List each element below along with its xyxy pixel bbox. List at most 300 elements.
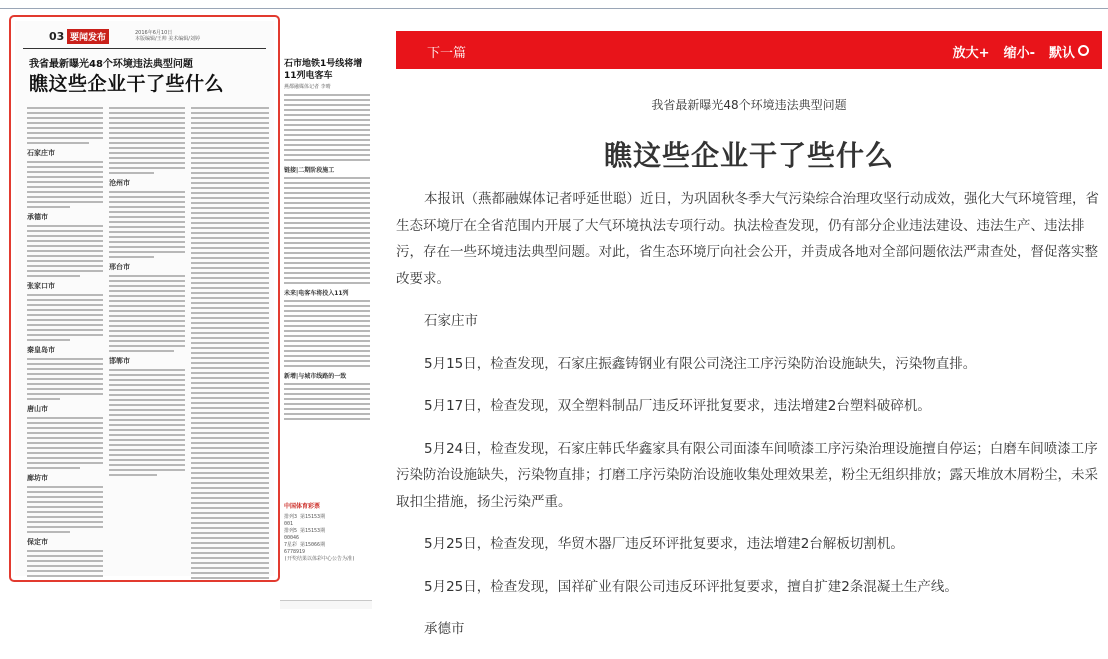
text-line bbox=[27, 196, 103, 198]
reset-circle-icon bbox=[1078, 45, 1089, 56]
text-line bbox=[284, 310, 370, 312]
text-line bbox=[191, 542, 269, 544]
text-line bbox=[284, 149, 370, 151]
text-line bbox=[109, 469, 185, 471]
text-line bbox=[109, 399, 185, 401]
text-line bbox=[284, 355, 370, 357]
text-line bbox=[27, 531, 70, 533]
text-line bbox=[191, 307, 269, 309]
text-line bbox=[284, 383, 370, 385]
next-page-subheading: 新增|与城市线路的一致 bbox=[284, 373, 347, 380]
text-line bbox=[27, 339, 70, 341]
text-line bbox=[109, 142, 185, 144]
text-line bbox=[284, 257, 370, 259]
city-heading: 石家庄市 bbox=[27, 149, 55, 157]
city-heading: 唐山市 bbox=[27, 405, 48, 413]
text-line bbox=[191, 472, 269, 474]
text-line bbox=[109, 414, 185, 416]
text-line bbox=[191, 462, 269, 464]
text-line bbox=[284, 159, 370, 161]
text-line bbox=[27, 181, 103, 183]
text-line bbox=[191, 327, 269, 329]
city-heading: 承德市 bbox=[27, 213, 48, 221]
text-line bbox=[191, 422, 269, 424]
text-line bbox=[191, 502, 269, 504]
text-line bbox=[109, 211, 185, 213]
text-line bbox=[191, 157, 269, 159]
text-line bbox=[191, 357, 269, 359]
next-article-link[interactable]: 下一篇 bbox=[427, 46, 467, 61]
text-line bbox=[191, 122, 269, 124]
text-line bbox=[27, 452, 103, 454]
text-line bbox=[284, 393, 370, 395]
text-line bbox=[109, 330, 185, 332]
enlarge-font-button[interactable]: 放大+ bbox=[952, 46, 990, 61]
text-line bbox=[284, 350, 370, 352]
text-line bbox=[27, 225, 103, 227]
lottery-results bbox=[284, 514, 362, 563]
text-line bbox=[109, 474, 157, 476]
text-line bbox=[109, 404, 185, 406]
text-line bbox=[191, 267, 269, 269]
text-line bbox=[27, 437, 103, 439]
text-line bbox=[191, 212, 269, 214]
lottery-result-line: 6778919 bbox=[284, 549, 306, 555]
text-line bbox=[191, 467, 269, 469]
text-line bbox=[109, 369, 185, 371]
text-line bbox=[191, 127, 269, 129]
text-line bbox=[27, 363, 103, 365]
text-line bbox=[27, 309, 103, 311]
text-line bbox=[109, 206, 185, 208]
text-line bbox=[284, 267, 370, 269]
text-line bbox=[284, 207, 370, 209]
text-line bbox=[284, 335, 370, 337]
text-line bbox=[191, 217, 269, 219]
text-line bbox=[27, 334, 103, 336]
text-line bbox=[109, 424, 185, 426]
text-line bbox=[27, 432, 103, 434]
text-line bbox=[27, 373, 103, 375]
text-line bbox=[109, 256, 154, 258]
text-line bbox=[191, 442, 269, 444]
next-page-subheading: 链接|二期阶段施工 bbox=[284, 167, 335, 174]
newspaper-page bbox=[15, 21, 274, 576]
text-line bbox=[191, 492, 269, 494]
text-line bbox=[284, 360, 370, 362]
text-line bbox=[191, 342, 269, 344]
text-line bbox=[27, 378, 103, 380]
section-label: 要闻发布 bbox=[67, 29, 109, 44]
article-title: 瞧这些企业干了些什么 bbox=[603, 139, 894, 172]
text-line bbox=[191, 137, 269, 139]
text-line bbox=[191, 302, 269, 304]
text-line bbox=[284, 418, 370, 420]
text-line bbox=[284, 154, 370, 156]
text-line bbox=[191, 142, 269, 144]
text-line bbox=[27, 245, 103, 247]
text-line bbox=[191, 487, 269, 489]
text-line bbox=[27, 491, 103, 493]
text-line bbox=[27, 265, 103, 267]
text-line bbox=[27, 171, 103, 173]
text-line bbox=[27, 230, 103, 232]
text-line bbox=[27, 442, 103, 444]
text-line bbox=[191, 387, 269, 389]
text-line bbox=[109, 340, 185, 342]
article bbox=[396, 90, 1102, 637]
text-line bbox=[109, 216, 185, 218]
text-line bbox=[191, 412, 269, 414]
text-line bbox=[284, 119, 370, 121]
text-line bbox=[109, 429, 185, 431]
text-line bbox=[284, 325, 370, 327]
text-line bbox=[109, 389, 185, 391]
text-line bbox=[284, 300, 370, 302]
text-line bbox=[284, 398, 370, 400]
text-line bbox=[191, 242, 269, 244]
text-line bbox=[109, 300, 185, 302]
text-line bbox=[109, 345, 185, 347]
text-line bbox=[109, 196, 185, 198]
text-line bbox=[191, 417, 269, 419]
text-line bbox=[109, 191, 185, 193]
text-line bbox=[191, 382, 269, 384]
text-line bbox=[109, 464, 185, 466]
text-line bbox=[191, 392, 269, 394]
text-line bbox=[109, 384, 185, 386]
newspaper-header bbox=[15, 21, 274, 47]
newspaper-column-2 bbox=[109, 107, 185, 570]
text-line bbox=[109, 439, 185, 441]
text-line bbox=[27, 575, 103, 577]
text-line bbox=[284, 403, 370, 405]
text-line bbox=[27, 137, 103, 139]
text-line bbox=[191, 192, 269, 194]
text-line bbox=[109, 236, 185, 238]
text-line bbox=[27, 314, 103, 316]
text-line bbox=[109, 132, 185, 134]
text-line bbox=[191, 572, 269, 574]
text-line bbox=[191, 507, 269, 509]
text-line bbox=[191, 402, 269, 404]
text-line bbox=[191, 312, 269, 314]
text-line bbox=[109, 335, 185, 337]
text-line bbox=[284, 124, 370, 126]
text-line bbox=[191, 197, 269, 199]
text-line bbox=[284, 408, 370, 410]
text-line bbox=[284, 144, 370, 146]
lottery-result-line: 00046 bbox=[284, 535, 300, 541]
text-line bbox=[191, 437, 269, 439]
text-line bbox=[109, 350, 174, 352]
text-line bbox=[191, 562, 269, 564]
shrink-font-button[interactable]: 缩小- bbox=[1003, 46, 1035, 61]
newspaper-headline: 瞧这些企业干了些什么 bbox=[29, 73, 225, 95]
text-line bbox=[109, 201, 185, 203]
text-line bbox=[109, 221, 185, 223]
city-heading: 沧州市 bbox=[109, 179, 130, 187]
text-line bbox=[284, 282, 370, 284]
text-line bbox=[27, 240, 103, 242]
text-line bbox=[27, 550, 103, 552]
text-line bbox=[284, 134, 370, 136]
text-line bbox=[27, 555, 103, 557]
text-line bbox=[191, 457, 269, 459]
newspaper-column-3 bbox=[191, 107, 269, 570]
text-line bbox=[27, 467, 80, 469]
text-line bbox=[27, 142, 89, 144]
text-line bbox=[109, 285, 185, 287]
text-line bbox=[191, 352, 269, 354]
text-line bbox=[109, 419, 185, 421]
text-line bbox=[284, 345, 370, 347]
text-line bbox=[191, 117, 269, 119]
text-line bbox=[284, 139, 370, 141]
text-line bbox=[284, 99, 370, 101]
text-line bbox=[27, 398, 60, 400]
text-line bbox=[284, 305, 370, 307]
text-line bbox=[191, 317, 269, 319]
article-paragraph: 5月17日，检查发现，双全塑料制品厂违反环评批复要求，违法增建2台塑料破碎机。 bbox=[424, 398, 931, 414]
text-line bbox=[284, 315, 370, 317]
lottery-brand: 中国体育彩票 bbox=[284, 503, 321, 510]
text-line bbox=[191, 112, 269, 114]
text-line bbox=[284, 197, 370, 199]
text-line bbox=[109, 280, 185, 282]
text-line bbox=[27, 358, 103, 360]
text-line bbox=[191, 247, 269, 249]
text-line bbox=[284, 177, 370, 179]
next-page-headline: 石市地铁1号线将增11列电客车 bbox=[284, 59, 363, 81]
text-line bbox=[284, 187, 370, 189]
text-line bbox=[27, 250, 103, 252]
text-line bbox=[27, 422, 103, 424]
text-line bbox=[191, 132, 269, 134]
text-line bbox=[191, 282, 269, 284]
text-line bbox=[109, 251, 185, 253]
text-line bbox=[284, 94, 370, 96]
text-line bbox=[284, 104, 370, 106]
lottery-result-line: (开奖结果以体彩中心公告为准) bbox=[284, 556, 356, 562]
text-line bbox=[27, 501, 103, 503]
text-line bbox=[109, 444, 185, 446]
text-line bbox=[191, 547, 269, 549]
text-line bbox=[191, 347, 269, 349]
text-line bbox=[27, 112, 103, 114]
text-line bbox=[109, 325, 185, 327]
text-line bbox=[109, 246, 185, 248]
issue-editor-line: 本版编辑/王帅 美术编辑/刘婷 bbox=[135, 36, 200, 42]
text-line bbox=[109, 275, 185, 277]
text-line bbox=[27, 329, 103, 331]
newspaper-columns bbox=[27, 107, 272, 570]
page-number: 03 bbox=[49, 30, 65, 43]
text-line bbox=[27, 447, 103, 449]
text-line bbox=[191, 452, 269, 454]
text-line bbox=[27, 388, 103, 390]
article-paragraph: 5月25日，检查发现，华贸木器厂违反环评批复要求，违法增建2台解板切割机。 bbox=[424, 536, 904, 552]
text-line bbox=[109, 454, 185, 456]
header-rule bbox=[23, 48, 266, 49]
text-line bbox=[191, 272, 269, 274]
text-line bbox=[27, 506, 103, 508]
text-line bbox=[109, 167, 185, 169]
top-divider bbox=[0, 8, 1108, 9]
city-heading: 秦皇岛市 bbox=[27, 346, 55, 354]
article-paragraph: 承德市 bbox=[424, 621, 465, 637]
text-line bbox=[284, 182, 370, 184]
text-line bbox=[191, 427, 269, 429]
text-line bbox=[27, 368, 103, 370]
lottery-result-line: 排列3 第15153期 bbox=[284, 514, 326, 520]
text-line bbox=[191, 407, 269, 409]
text-line bbox=[109, 117, 185, 119]
text-line bbox=[284, 252, 370, 254]
text-line bbox=[191, 147, 269, 149]
text-line bbox=[284, 330, 370, 332]
text-line bbox=[27, 206, 70, 208]
article-lead-paragraph: 本报讯（燕都融媒体记者呼延世聪）近日，为巩固秋冬季大气污染综合治理攻坚行动成效，强化大气环境管理，省生态环境厅在全省范围内开展了大气环境执法专项行动。执法检查发现，仍有部分企业违法建设、违法生产、违法排污，存在一些环境违法典型问题。对此，省生态环境厅向社会公开，并责成各地对全部问题依法严肃查处，督促落实整改要求。 bbox=[396, 191, 1099, 287]
next-page-thumbnail[interactable] bbox=[280, 58, 372, 583]
text-line bbox=[191, 517, 269, 519]
text-line bbox=[284, 320, 370, 322]
text-line bbox=[109, 379, 185, 381]
article-body bbox=[396, 186, 1102, 659]
text-line bbox=[27, 511, 103, 513]
text-line bbox=[109, 241, 185, 243]
text-line bbox=[109, 305, 185, 307]
text-line bbox=[284, 262, 370, 264]
text-line bbox=[191, 277, 269, 279]
text-line bbox=[191, 287, 269, 289]
text-line bbox=[191, 477, 269, 479]
text-line bbox=[27, 107, 103, 109]
text-line bbox=[27, 176, 103, 178]
text-line bbox=[284, 232, 370, 234]
lottery-ad bbox=[284, 501, 362, 581]
lottery-result-line: 001 bbox=[284, 521, 294, 527]
font-size-controls bbox=[953, 42, 1089, 61]
default-font-button[interactable] bbox=[1049, 42, 1089, 61]
newspaper-subtitle: 我省最新曝光48个环境违法典型问题 bbox=[29, 59, 193, 70]
text-line bbox=[109, 157, 185, 159]
article-paragraph: 5月24日，检查发现，石家庄韩氏华鑫家具有限公司面漆车间喷漆工序污染治理设施擅自停运；白磨车间喷漆工序污染防治设施缺失，污染物直排；打磨工序污染防治设施收集处理效果差，粉尘无组织排放；露天堆放木屑粉尘，未采取扣尘措施，扬尘污染严重。 bbox=[396, 440, 1098, 510]
text-line bbox=[191, 447, 269, 449]
text-line bbox=[27, 294, 103, 296]
text-line bbox=[27, 580, 103, 582]
article-paragraph: 5月25日，检查发现，国祥矿业有限公司违反环评批复要求，擅自扩建2条混凝土生产线。 bbox=[424, 578, 958, 595]
text-line bbox=[109, 320, 185, 322]
text-line bbox=[191, 497, 269, 499]
text-line bbox=[27, 304, 103, 306]
text-line bbox=[27, 521, 103, 523]
city-heading: 保定市 bbox=[27, 538, 48, 546]
text-line bbox=[191, 297, 269, 299]
text-line bbox=[109, 172, 154, 174]
text-line bbox=[284, 222, 370, 224]
text-line bbox=[191, 377, 269, 379]
text-line bbox=[27, 186, 103, 188]
text-line bbox=[109, 162, 185, 164]
text-line bbox=[27, 255, 103, 257]
text-line bbox=[27, 319, 103, 321]
article-toolbar bbox=[396, 31, 1102, 69]
lottery-result-line: 排列5 第15153期 bbox=[284, 528, 326, 534]
text-line bbox=[191, 207, 269, 209]
text-line bbox=[109, 449, 185, 451]
text-line bbox=[284, 340, 370, 342]
text-line bbox=[191, 227, 269, 229]
text-line bbox=[109, 434, 185, 436]
text-line bbox=[191, 522, 269, 524]
text-line bbox=[191, 222, 269, 224]
text-line bbox=[191, 202, 269, 204]
text-line bbox=[191, 337, 269, 339]
text-line bbox=[284, 388, 370, 390]
text-line bbox=[27, 526, 103, 528]
text-line bbox=[27, 122, 103, 124]
text-line bbox=[27, 324, 103, 326]
text-line bbox=[27, 270, 103, 272]
text-line bbox=[284, 272, 370, 274]
city-heading: 张家口市 bbox=[27, 282, 55, 290]
text-line bbox=[27, 457, 103, 459]
text-line bbox=[191, 362, 269, 364]
city-heading: 廊坊市 bbox=[27, 474, 48, 482]
text-line bbox=[191, 577, 269, 579]
text-line bbox=[109, 290, 185, 292]
text-line bbox=[284, 217, 370, 219]
text-line bbox=[27, 275, 80, 277]
text-line bbox=[284, 212, 370, 214]
text-line bbox=[109, 459, 185, 461]
text-line bbox=[191, 107, 269, 109]
text-line bbox=[27, 417, 103, 419]
text-line bbox=[191, 567, 269, 569]
text-line bbox=[191, 557, 269, 559]
text-line bbox=[191, 187, 269, 189]
text-line bbox=[191, 397, 269, 399]
text-line bbox=[27, 117, 103, 119]
text-line bbox=[191, 512, 269, 514]
text-line bbox=[109, 107, 185, 109]
lottery-result-line: 7星彩 第15066期 bbox=[284, 542, 326, 548]
text-line bbox=[191, 332, 269, 334]
text-line bbox=[109, 231, 185, 233]
text-line bbox=[191, 182, 269, 184]
city-heading: 邯郸市 bbox=[109, 357, 130, 365]
text-line bbox=[284, 237, 370, 239]
text-line bbox=[27, 496, 103, 498]
text-line bbox=[27, 260, 103, 262]
text-line bbox=[27, 161, 103, 163]
text-line bbox=[27, 235, 103, 237]
text-line bbox=[191, 262, 269, 264]
text-line bbox=[191, 292, 269, 294]
text-line bbox=[191, 162, 269, 164]
text-line bbox=[191, 252, 269, 254]
text-line bbox=[191, 172, 269, 174]
text-line bbox=[191, 177, 269, 179]
text-line bbox=[27, 560, 103, 562]
text-line bbox=[284, 413, 370, 415]
text-line bbox=[284, 109, 370, 111]
text-line bbox=[109, 137, 185, 139]
newspaper-page-thumbnail[interactable] bbox=[9, 15, 280, 582]
text-line bbox=[27, 516, 103, 518]
text-line bbox=[284, 129, 370, 131]
